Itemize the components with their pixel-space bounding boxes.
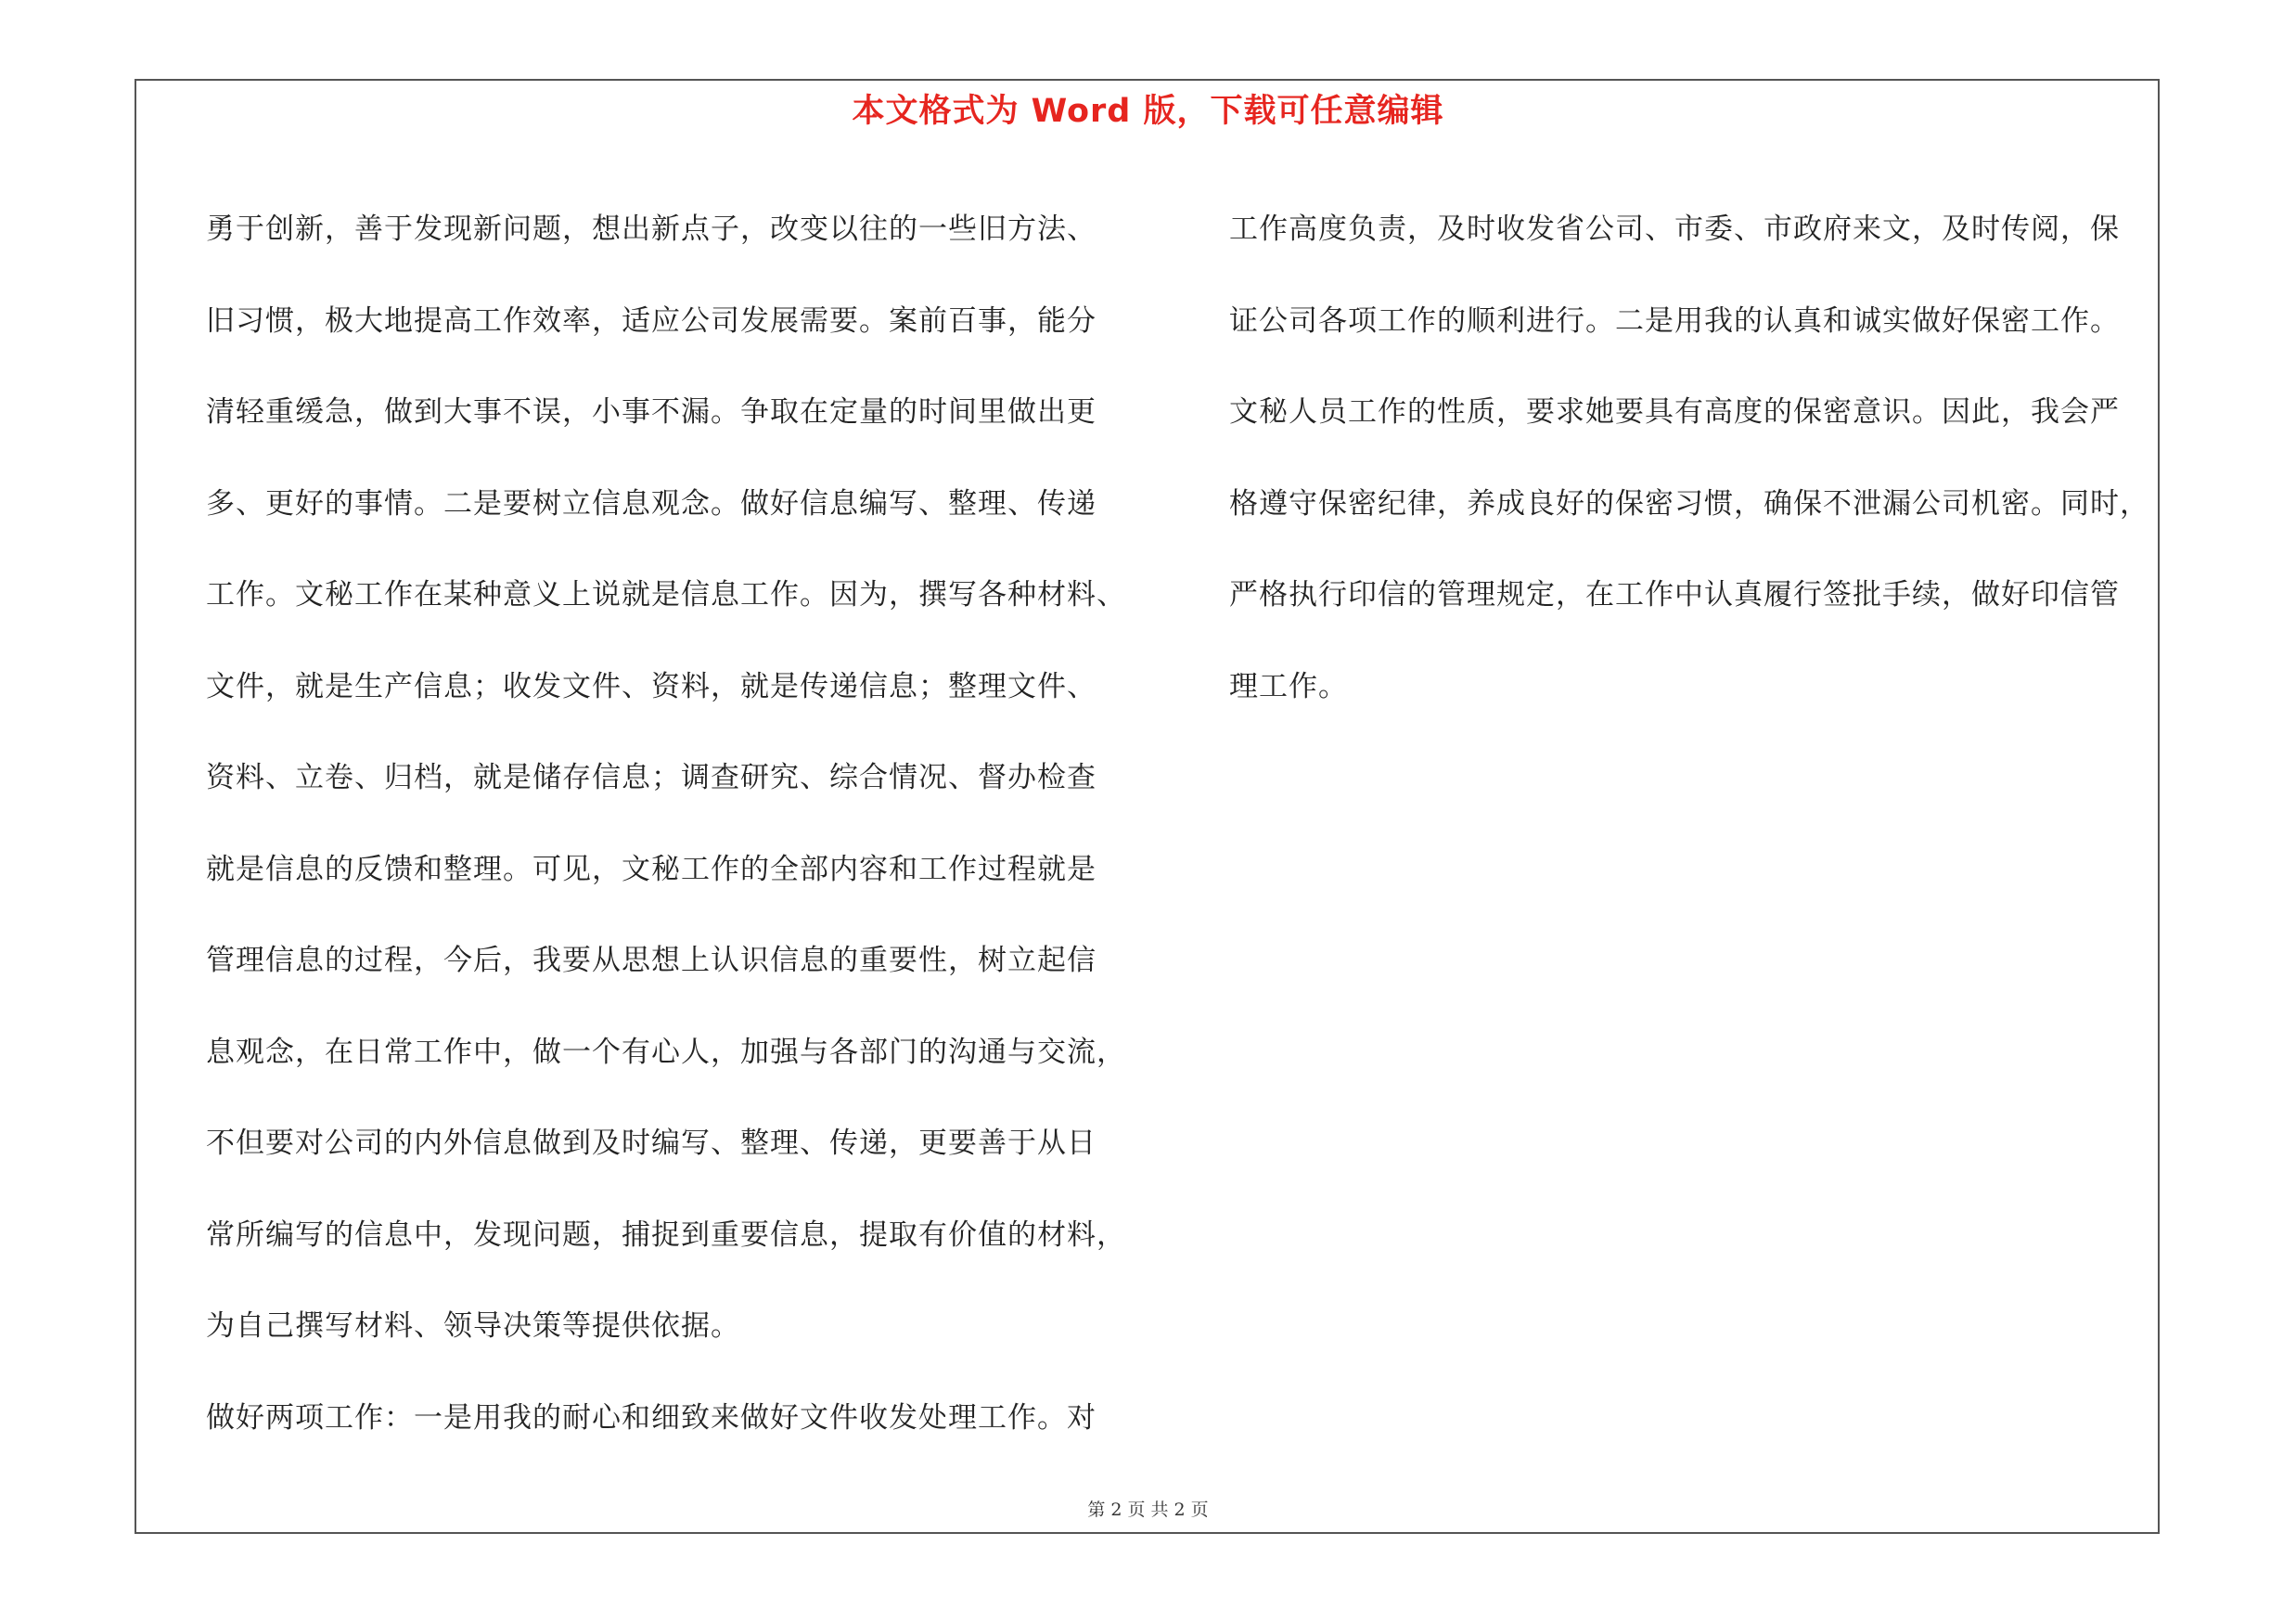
text-line: 不但要对公司的内外信息做到及时编写、整理、传递，更要善于从日 (206, 1127, 1097, 1160)
text-line: 管理信息的过程，今后，我要从思想上认识信息的重要性，树立起信 (206, 944, 1097, 977)
text-line: 格遵守保密纪律，养成良好的保密习惯，确保不泄漏公司机密。同时， (1229, 486, 2149, 521)
format-banner: 本文格式为 Word 版，下载可任意编辑 (852, 93, 1444, 130)
text-line: 息观念，在日常工作中，做一个有心人，加强与各部门的沟通与交流， (206, 1035, 1126, 1069)
text-line: 多、更好的事情。二是要树立信息观念。做好信息编写、整理、传递 (206, 486, 1097, 521)
text-line: 文件，就是生产信息；收发文件、资料，就是传递信息；整理文件、 (206, 669, 1097, 703)
text-line: 证公司各项工作的顺利进行。二是用我的认真和诚实做好保密工作。 (1229, 303, 2120, 338)
left-column (206, 184, 1143, 1463)
text-line: 文秘人员工作的性质，要求她要具有高度的保密意识。因此，我会严 (1229, 395, 2120, 429)
text-line: 常所编写的信息中，发现问题，捕捉到重要信息，提取有价值的材料， (206, 1217, 1126, 1252)
text-line: 做好两项工作：一是用我的耐心和细致来做好文件收发处理工作。对 (206, 1400, 1097, 1435)
text-line: 工作高度负责，及时收发省公司、市委、市政府来文，及时传阅，保 (1229, 213, 2120, 246)
text-line: 清轻重缓急，做到大事不误，小事不漏。争取在定量的时间里做出更 (206, 395, 1097, 429)
text-line: 理工作。 (1229, 669, 1348, 703)
page-number: 第 2 页 共 2 页 (1087, 1500, 1209, 1520)
text-line: 严格执行印信的管理规定，在工作中认真履行签批手续，做好印信管 (1229, 578, 2120, 612)
text-line: 工作。文秘工作在某种意义上说就是信息工作。因为，撰写各种材料、 (206, 578, 1126, 612)
text-line: 就是信息的反馈和整理。可见，文秘工作的全部内容和工作过程就是 (206, 852, 1097, 886)
text-line: 旧习惯，极大地提高工作效率，适应公司发展需要。案前百事，能分 (206, 303, 1097, 338)
text-line: 资料、立卷、归档，就是储存信息；调查研究、综合情况、督办检查 (206, 761, 1097, 794)
text-line: 为自己撰写材料、领导决策等提供依据。 (206, 1309, 740, 1343)
right-column (1229, 184, 2175, 732)
text-line: 勇于创新，善于发现新问题，想出新点子，改变以往的一些旧方法、 (206, 213, 1097, 246)
